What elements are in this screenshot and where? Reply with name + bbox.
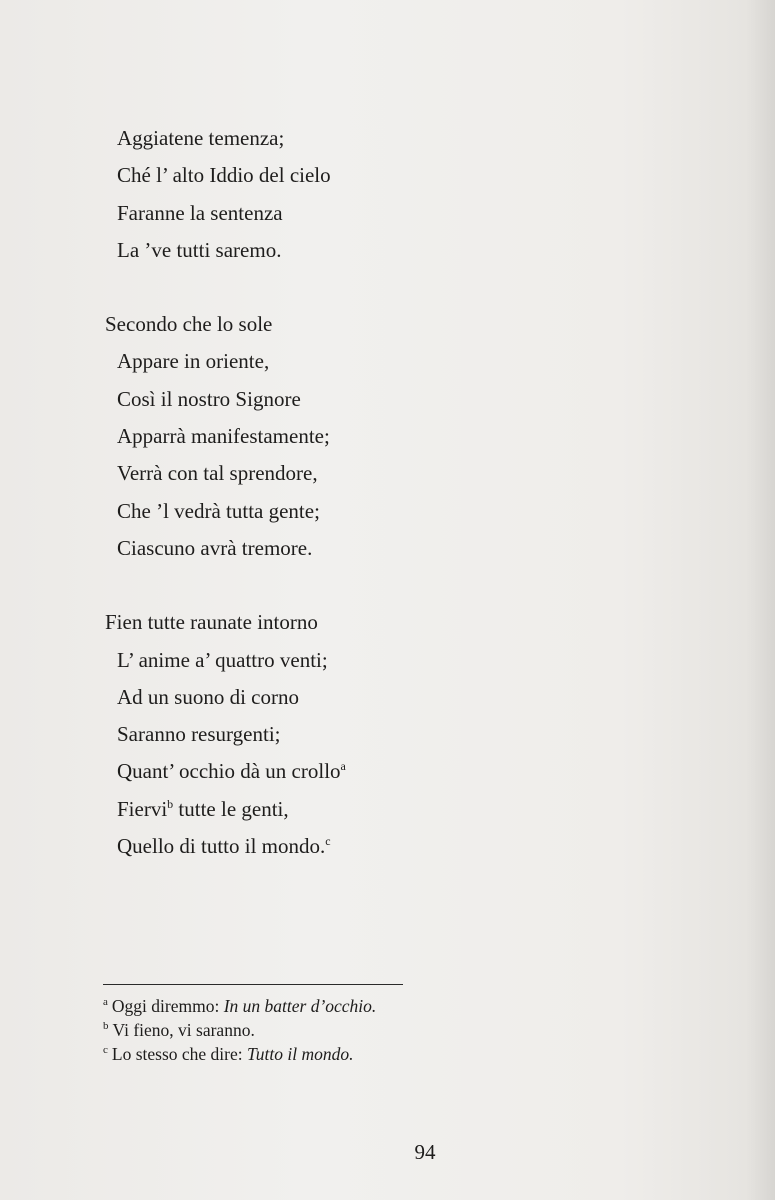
verse-line: Ad un suono di corno xyxy=(117,684,299,709)
verse-line: Aggiatene temenza; xyxy=(117,126,285,150)
verse-line xyxy=(105,828,465,865)
verse-line: Ciascuno avrà tremore. xyxy=(117,535,313,560)
verse-line: La ’ve tutti saremo. xyxy=(117,237,282,262)
verse-line: Che ’l vedrà tutta gente; xyxy=(117,498,320,523)
footnote-ref-a[interactable]: a xyxy=(340,759,346,774)
verse-text: Fiervi xyxy=(117,796,168,821)
verse-line: Fien tutte raunate intorno xyxy=(105,610,318,635)
verse-line: Saranno resurgenti; xyxy=(117,722,281,747)
footnotes xyxy=(103,994,503,1066)
footnote-text: Lo stesso che dire: xyxy=(111,1044,247,1064)
footnote-italic: In un batter d’occhio. xyxy=(223,996,377,1016)
footnote-divider xyxy=(103,984,403,985)
show-through-text xyxy=(430,180,775,940)
footnote-ref-b[interactable]: b xyxy=(167,796,174,811)
verse-line: Così il nostro Signore xyxy=(117,386,301,411)
verse-text: Quello di tutto il mondo. xyxy=(117,834,326,859)
footnote-mark: c xyxy=(103,1044,108,1057)
footnote-a xyxy=(103,994,503,1018)
verse-line: Ché l’ alto Iddio del cielo xyxy=(117,163,331,188)
page-gutter-shadow xyxy=(745,0,775,1200)
footnote-ref-c[interactable]: c xyxy=(325,834,331,849)
verse-line: Apparrà manifestamente; xyxy=(117,424,330,449)
footnote-mark: a xyxy=(103,996,108,1009)
footnote-mark: b xyxy=(103,1020,109,1033)
footnote-b xyxy=(103,1018,503,1042)
verse-line: L’ anime a’ quattro venti; xyxy=(117,647,328,672)
verse-line: Verrà con tal sprendore, xyxy=(117,461,318,486)
page-number: 94 xyxy=(414,1140,436,1164)
verse-line: Appare in oriente, xyxy=(117,349,270,374)
stanza-2 xyxy=(105,306,465,567)
verse-text: tutte le genti, xyxy=(178,796,289,821)
verse-line: Faranne la sentenza xyxy=(117,200,283,225)
footnote-text: Vi fieno, vi saranno. xyxy=(112,1020,255,1040)
footnote-c xyxy=(103,1042,503,1066)
verse-line xyxy=(105,753,465,790)
verse-line: Secondo che lo sole xyxy=(105,312,273,337)
footnote-text: Oggi diremmo: xyxy=(111,996,224,1016)
footnote-italic: Tutto il mondo. xyxy=(247,1044,354,1064)
verse-line xyxy=(105,791,465,828)
verse-text: Quant’ occhio dà un crollo xyxy=(117,759,341,784)
stanza-3 xyxy=(105,604,465,865)
poem-text xyxy=(105,120,465,902)
stanza-1 xyxy=(105,120,465,269)
